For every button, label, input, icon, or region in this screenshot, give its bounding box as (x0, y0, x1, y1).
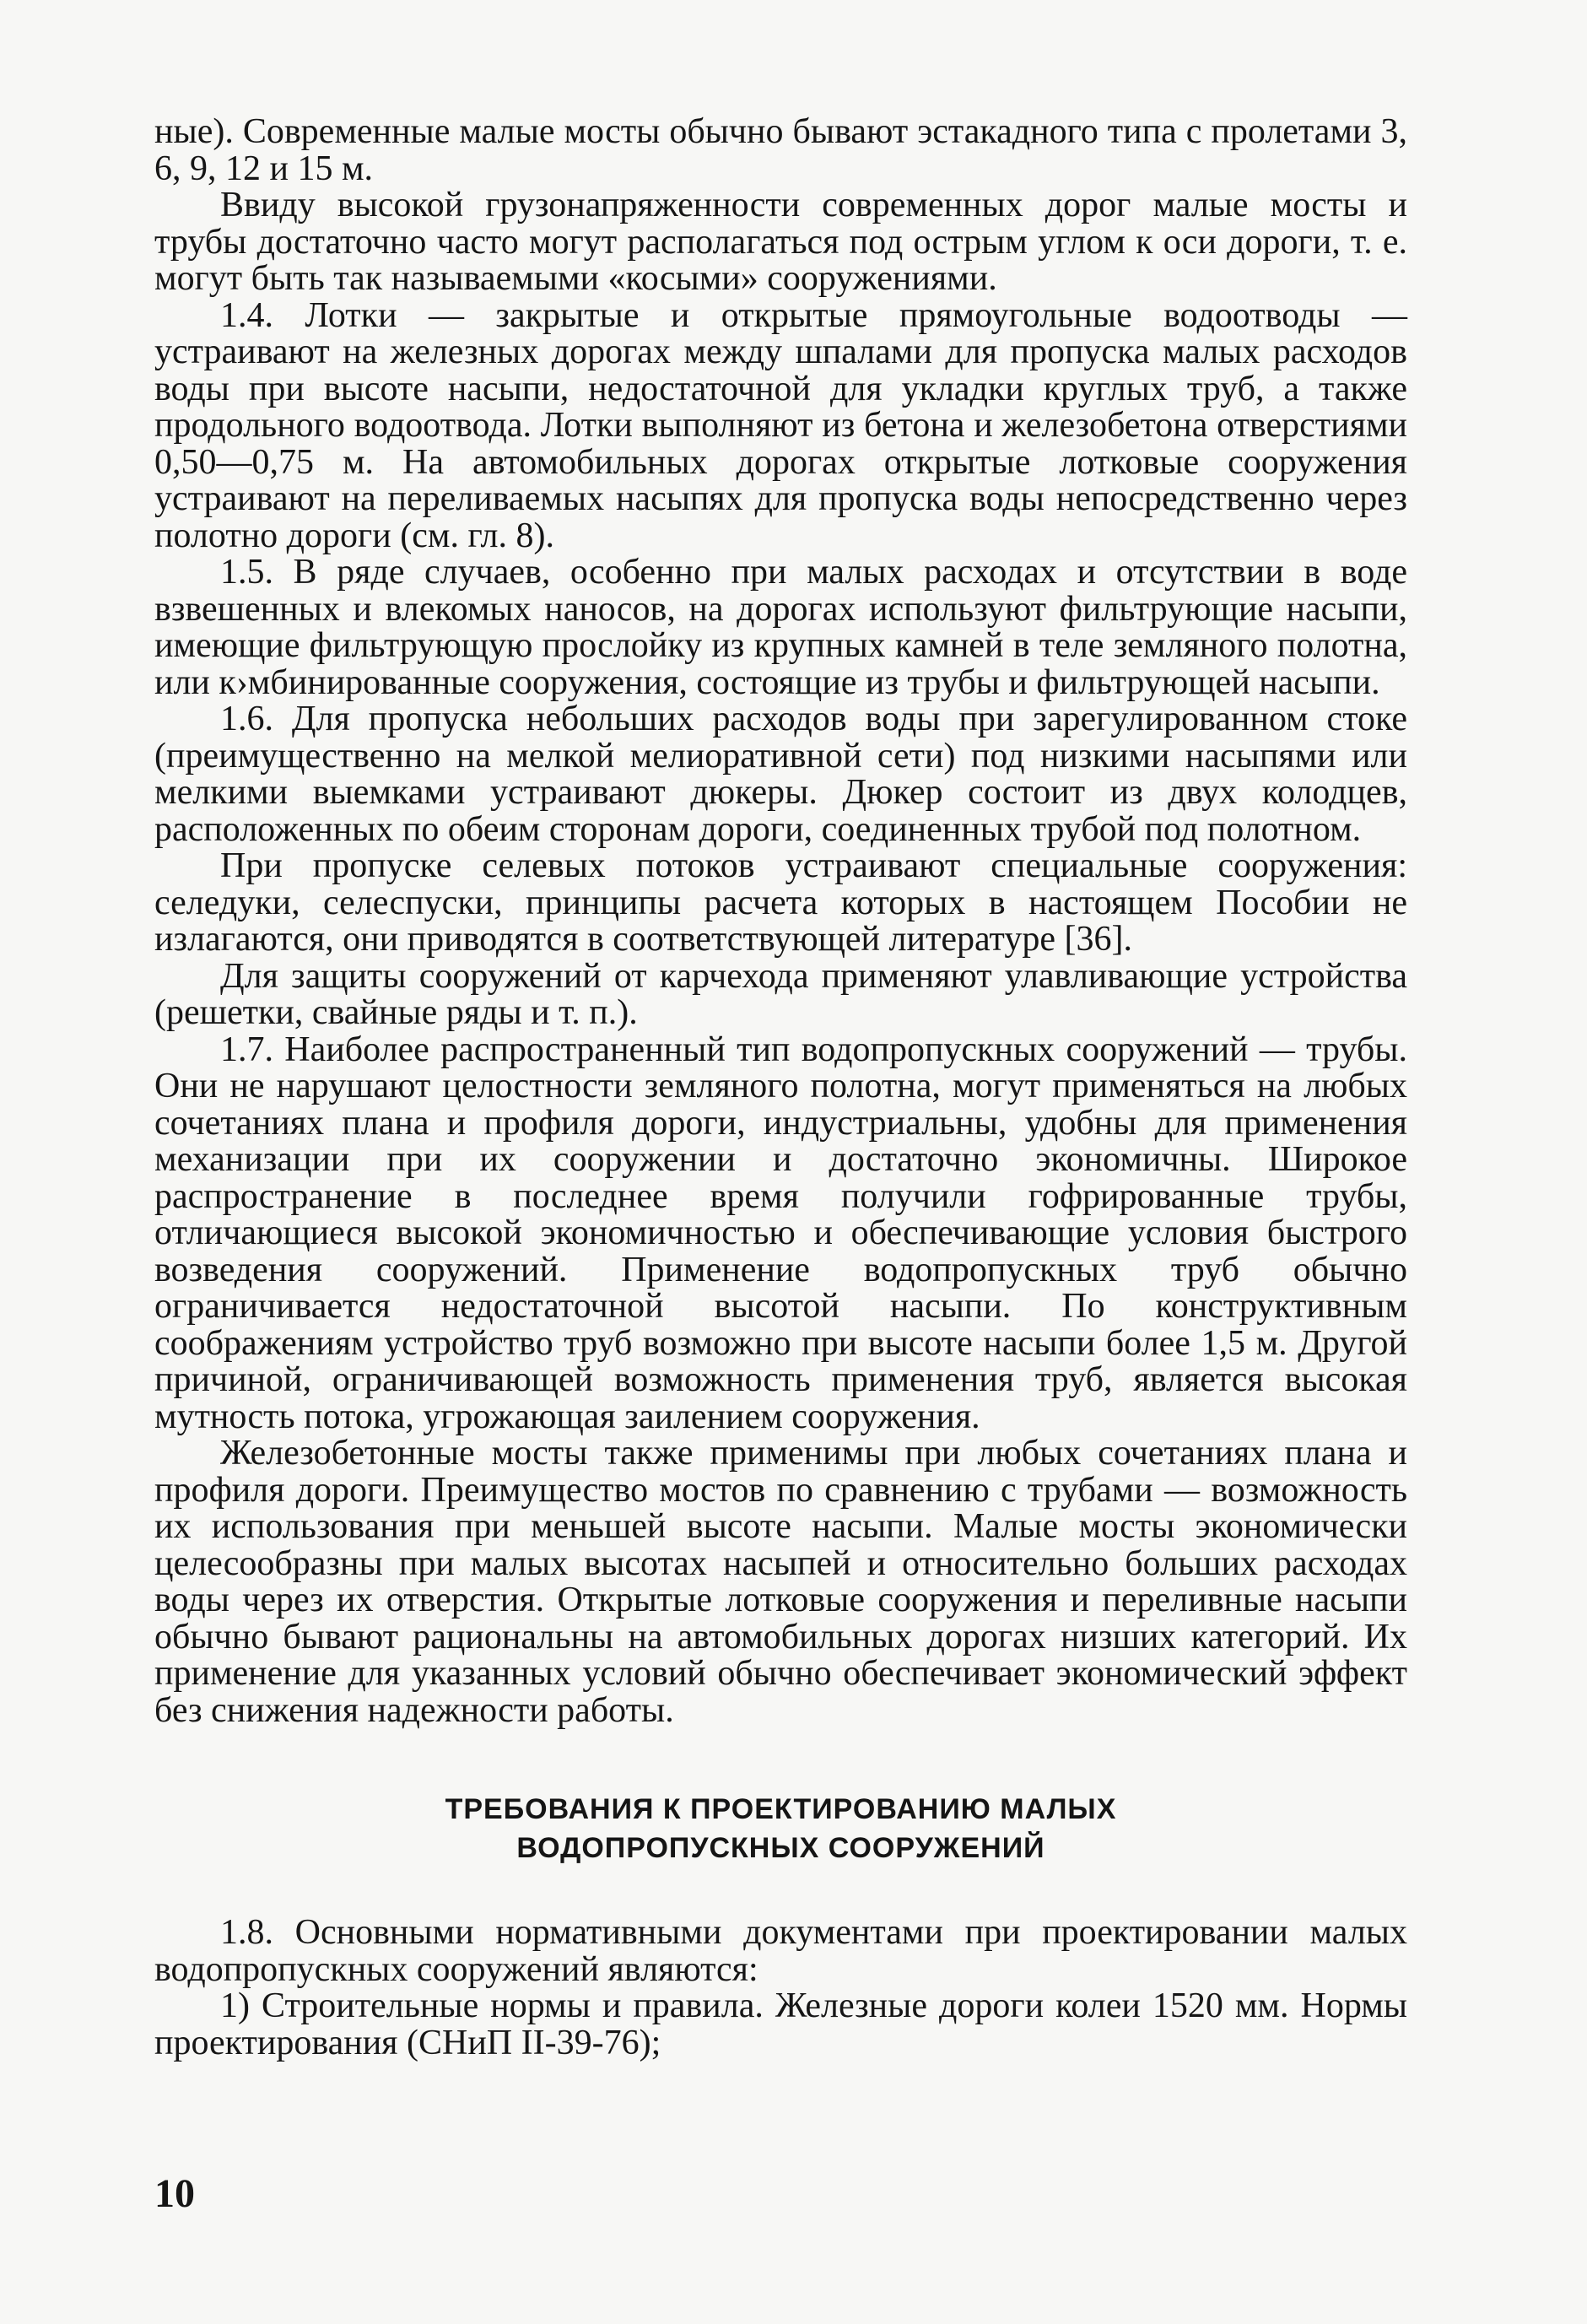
paragraph-1-5-filter-embankments: 1.5. В ряде случаев, особенно при малых расходах и отсутствии в воде взвешенных и влекомых наносов, на дорогах используют фильтрующие насыпи, имеющие фильтрующую прослойку из крупных камней в теле земляного полотна, или к›мбинированные сооружения, состоящие из трубы и фильтрующей насыпи. (154, 553, 1407, 702)
paragraph-1-8-normative-documents: 1.8. Основными нормативными документами при проектировании малых водопропускных сооружений являются: (154, 1913, 1407, 1989)
section-heading-line-1: ТРЕБОВАНИЯ К ПРОЕКТИРОВАНИЮ МАЛЫХ (445, 1793, 1117, 1825)
page-number: 10 (154, 2171, 195, 2216)
section-heading (154, 1790, 1407, 1867)
paragraph-debris-protection: Для защиты сооружений от карчехода применяют улавливающие устройства (решетки, свайные ряды и т. п.). (154, 956, 1407, 1032)
paragraph-1-4-trays: 1.4. Лотки — закрытые и открытые прямоугольные водоотводы — устраивают на железных дорогах между шпалами для пропуска малых расходов воды при высоте насыпи, недостаточной для укладки круглых труб, а также продольного водоотвода. Лотки выполняют из бетона и железобетона отверстиями 0,50—0,75 м. На автомобильных дорогах открытые лотковые сооружения устраивают на переливаемых насыпях для пропуска воды непосредственно через полотно дороги (см. гл. 8). (154, 295, 1407, 555)
paragraph-skew-structures: Ввиду высокой грузонапряженности современных дорог малые мосты и трубы достаточно часто могут располагаться под острым углом к оси дороги, т. е. могут быть так называемыми «косыми» сооружениями. (154, 186, 1407, 298)
section-heading-line-2: ВОДОПРОПУСКНЫХ СООРУЖЕНИЙ (516, 1832, 1045, 1864)
paragraph-bridges-spans: ные). Современные малые мосты обычно бывают эстакадного типа с пролетами 3, 6, 9, 12 и 15 м. (154, 112, 1407, 188)
paragraph-reinforced-concrete-bridges: Железобетонные мосты также применимы при любых сочетаниях плана и профиля дороги. Преимущество мостов по сравнению с трубами — возможность их использования при меньшей высоте насыпи. Малые мосты экономически целесообразны при малых высотах насыпей и относительно больших расходах воды через их отверстия. Открытые лотковые сооружения и переливные насыпи обычно бывают рациональны на автомобильных дорогах низших категорий. Их применение для указанных условий обычно обеспечивает экономический эффект без снижения надежности работы. (154, 1434, 1407, 1730)
paragraph-mudflow-structures: При пропуске селевых потоков устраивают специальные сооружения: селедуки, селеспуски, принципы расчета которых в настоящем Пособии не излагаются, они приводятся в соответствующей литературе [36]. (154, 846, 1407, 959)
paragraph-1-6-culverts: 1.6. Для пропуска небольших расходов воды при зарегулированном стоке (преимущественно на мелкой мелиоративной сети) под низкими насыпями или мелкими выемками устраивают дюкеры. Дюкер состоит из двух колодцев, расположенных по обеим сторонам дороги, соединенных трубой под полотном. (154, 700, 1407, 849)
page-body (154, 114, 1407, 2062)
paragraph-1-7-pipes: 1.7. Наиболее распространенный тип водопропускных сооружений — трубы. Они не нарушают целостности земляного полотна, могут применяться на любых сочетаниях плана и профиля дороги, индустриальны, удобны для применения механизации при их сооружении и достаточно экономичны. Широкое распространение в последнее время получили гофрированные трубы, отличающиеся высокой экономичностью и обеспечивающие условия быстрого возведения сооружений. Применение водопропускных труб обычно ограничивается недостаточной высотой насыпи. По конструктивным соображениям устройство труб возможно при высоте насыпи более 1,5 м. Другой причиной, ограничивающей возможность применения труб, является высокая мутность потока, угрожающая заилением сооружения. (154, 1030, 1407, 1436)
list-item-snip: 1) Строительные нормы и правила. Железные дороги колеи 1520 мм. Нормы проектирования (СНиП II-39-76); (154, 1986, 1407, 2062)
